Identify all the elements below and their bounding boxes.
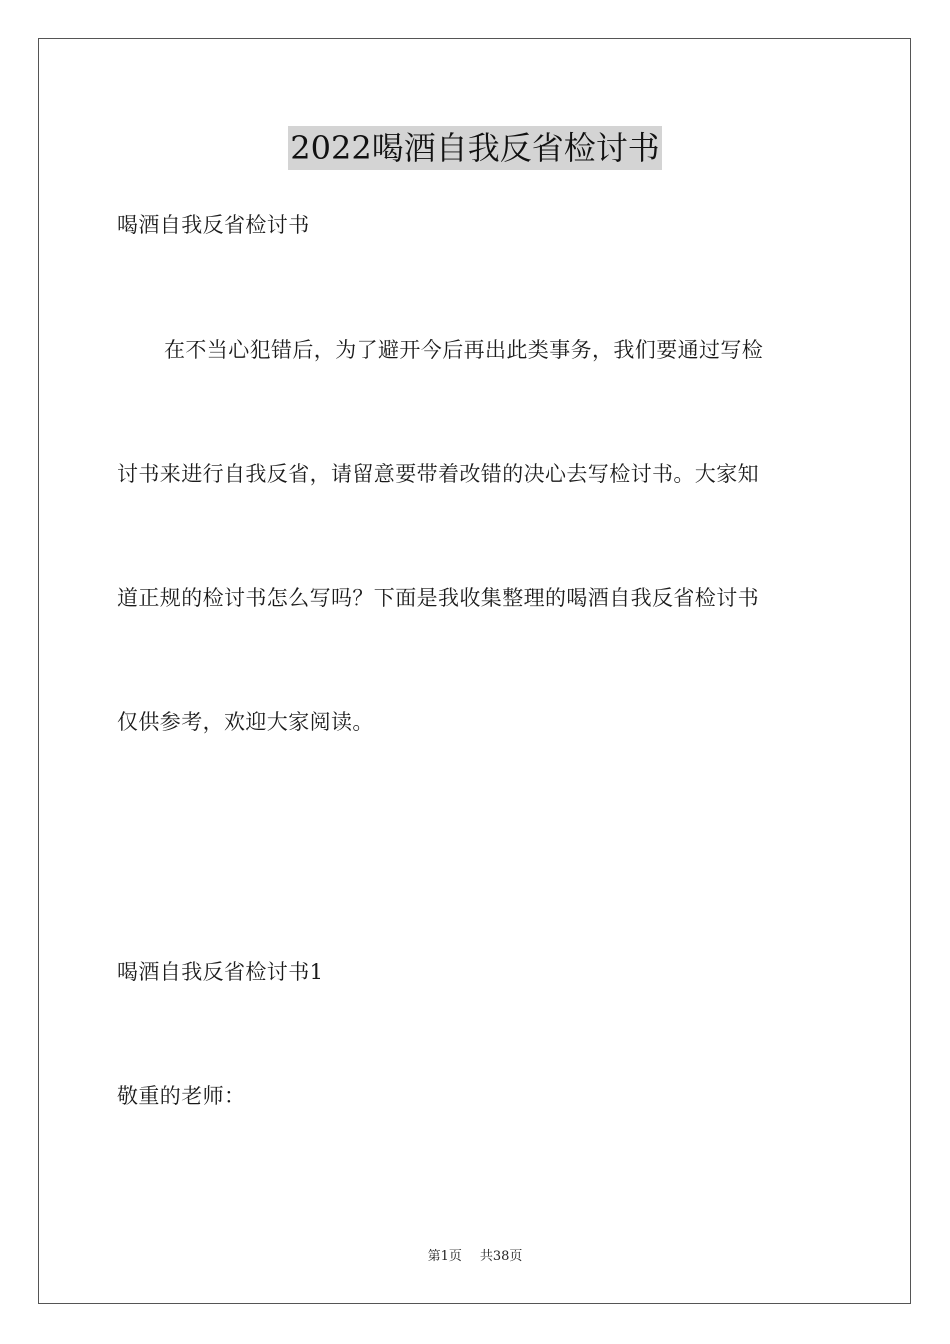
salutation: 敬重的老师： bbox=[117, 1084, 246, 1108]
page-footer bbox=[0, 1248, 950, 1266]
section-heading: 喝酒自我反省检讨书1 bbox=[117, 960, 324, 984]
total-pages: 共38页 bbox=[479, 1249, 523, 1264]
page-number: 第1页 bbox=[427, 1249, 462, 1264]
paragraph-line-4: 仅供参考，欢迎大家阅读。 bbox=[117, 710, 374, 734]
document-title: 2022喝酒自我反省检讨书 bbox=[288, 126, 661, 170]
paragraph-line-3: 道正规的检讨书怎么写吗？下面是我收集整理的喝酒自我反省检讨书 bbox=[117, 586, 759, 610]
paragraph-line-2: 讨书来进行自我反省，请留意要带着改错的决心去写检讨书。大家知 bbox=[117, 462, 759, 486]
title-container bbox=[0, 126, 950, 170]
paragraph-line-1: 在不当心犯错后，为了避开今后再出此类事务，我们要通过写检 bbox=[164, 338, 764, 362]
subtitle: 喝酒自我反省检讨书 bbox=[117, 213, 310, 237]
